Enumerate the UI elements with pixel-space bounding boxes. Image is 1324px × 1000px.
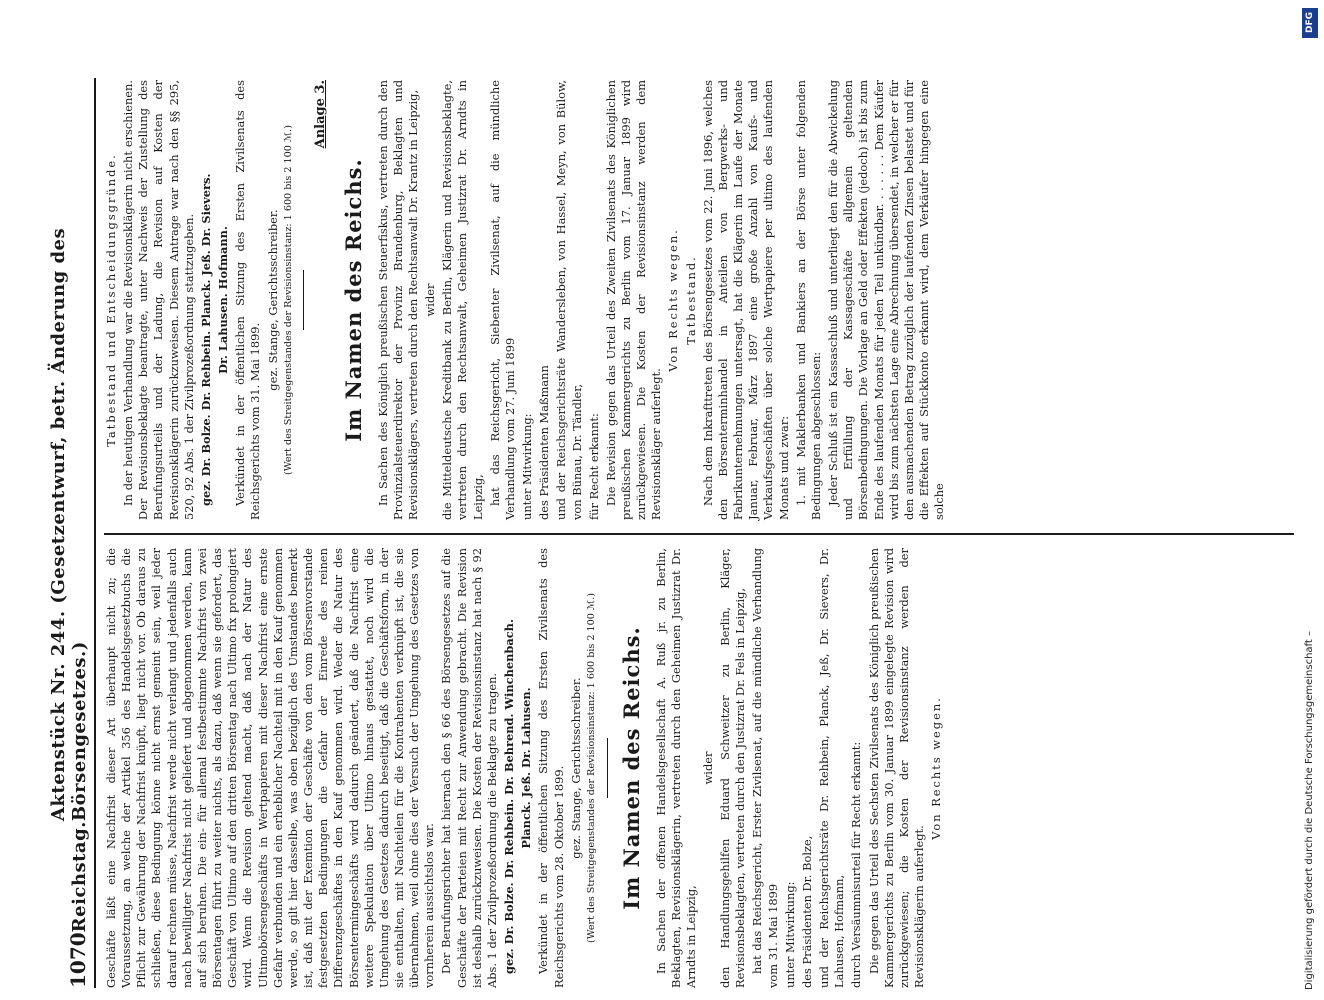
divider bbox=[303, 270, 304, 330]
section-heading: Im Namen des Reichs. bbox=[618, 626, 644, 910]
signature-line: gez. Dr. Bolze. Dr. Rehbein. Planck. Jeß. Dr. Sievers. bbox=[198, 173, 213, 506]
right-column bbox=[104, 80, 1294, 528]
annex-label: Anlage 3. bbox=[313, 80, 329, 149]
paragraph: Von Rechts wegen. bbox=[929, 696, 944, 840]
left-column bbox=[104, 540, 1294, 988]
section-heading: Im Namen des Reichs. bbox=[340, 158, 366, 442]
clerk-signature: gez. Stange, Gerichtsschreiber. bbox=[568, 677, 583, 859]
value-note: (Wert des Streitgegenstandes der Revisionsinstanz: 1 600 bis 2 100 ℳ.) bbox=[282, 125, 294, 475]
signature-line: Dr. Lahusen. Hofmann. bbox=[216, 226, 231, 374]
section-subheading: Tatbestand und Entscheidungsgründe. bbox=[104, 153, 118, 447]
running-head bbox=[48, 78, 96, 988]
paragraph: Nach dem Inkrafttreten des Börsengesetzes vom 22. Juni 1896, welches den Börsenterminhandel in Anteilen von Bergwerks- und Fabrikunternehmungen untersagt, hat die Klägerin im Laufe der Monate Januar, Februar, März 1897 eine große Anzahl von Kaufs- und Verkaufsgeschäften über solche Wertpapiere per ultimo des laufenden Monats und zwar: bbox=[700, 80, 791, 520]
paragraph: In Sachen des Königlich preußischen Steuerfiskus, vertreten durch den Provinzialsteuerdirektor der Provinz Brandenburg, Beklagten und Revisionsklägers, vertreten durch den Rechtsanwalt Dr. Krantz in Leipzig, bbox=[375, 80, 420, 520]
paragraph: unter Mitwirkung: bbox=[782, 881, 797, 988]
signature-line: gez. Dr. Bolze. Dr. Rehbein. Dr. Behrend. Winchenbach. bbox=[502, 619, 517, 974]
running-head-left: Reichstag. bbox=[69, 821, 90, 933]
paragraph: wider bbox=[423, 283, 438, 317]
paragraph: Geschäfte läßt eine Nachfrist dieser Art überhaupt nicht zu; die Voraussetzung, an welche der Artikel 356 des Handelsgesetzbuchs die Pflicht zur Gewährung der Nachfrist knüpft, liegt nicht vor. Ob daraus zu schließen, diese Bedingung könne nicht ernst gemeint sein, weil jeder darauf rechnen müsse, Nachfrist werde nicht verlangt und jedenfalls auch nach bewilligter Nachfrist nicht geliefert und abgenommen werden, kann auf sich beruhen. Die ein- für allemal festbestimmte Nachfrist von zwei Börsentagen führt zu weiter nichts, als dazu, daß wenn sie gefordert, das Geschäft von Ultimo auf den dritten Börsentag nach Ultimo fix prolongiert wird. Wenn die Revision geltend macht, daß nach der Natur des Ultimobörsengeschäfts in Wertpapieren mit dieser Nachfrist eine ernste Gefahr verbunden und ein erheblicher Nachteil mit in den Kauf genommen werde, so gilt hier dasselbe, was oben bezüglich des Umstandes bemerkt ist, daß mit der Exemtion der Geschäfte von den vom Börsenvorstande festgesetzten Bedingungen die Gefahr der Einrede des reinen Differenzgeschäftes in den Kauf genommen wird. Weder die Natur des Börsentermingeschäfts wird dadurch geändert, daß die Nachfrist eine weitere Spekulation über Ultimo hinaus gestattet, noch wird die Umgehung des Gesetzes dadurch beseitigt, daß die Geschäftsform, in der sie enthalten, mit Nachteilen für die Kontrahenten verknüpft ist, die sie übernahmen, weil ohne dies der Versuch der Umgehung des Gesetzes von vornherein aussichtslos war. bbox=[104, 548, 437, 988]
paragraph: Die gegen das Urteil des Sechsten Zivilsenats des Königlich preußischen Kammergerichts zu Berlin vom 30. Januar 1899 eingelegte Revision wird zurückgewiesen; die Kosten der Revisionsinstanz werden der Revisionsklägerin auferlegt. bbox=[866, 548, 927, 988]
paragraph: hat das Reichsgericht, Erster Zivilsenat, auf die mündliche Verhandlung vom 31. Mai 1899 bbox=[750, 548, 780, 988]
paragraph: Verkündet in der öffentlichen Sitzung des Ersten Zivilsenats des Reichsgerichts vom 31. Mai 1899. bbox=[233, 80, 263, 520]
page-content bbox=[48, 78, 1296, 988]
column-divider bbox=[104, 533, 1294, 535]
paragraph: Der Berufungsrichter hat hiernach den § 66 des Börsengesetzes auf die Geschäfte der Parteien mit Recht zur Anwendung gebracht. Die Revision ist deshalb zurückzuweisen. Die Kosten der Revisionsinstanz hat nach § 92 Abs. 1 der Zivilprozeßordnung die Beklagte zu tragen. bbox=[439, 548, 499, 988]
paragraph: Die Revision gegen das Urteil des Zweiten Zivilsenats des Königlichen preußischen Kammergerichts zu Berlin vom 17. Januar 1899 wird zurückgewiesen. Die Kosten der Revisionsinstanz werden dem Revisionskläger auferlegt. bbox=[603, 80, 664, 520]
paragraph: des Präsidenten Maßmann bbox=[537, 365, 552, 520]
paragraph: und der Reichsgerichtsräte Wandersleben, von Hassel, Meyn, von Bülow, von Bünau, Dr. Tändler, bbox=[554, 80, 584, 520]
dfg-logo-text: DFG bbox=[1305, 12, 1315, 34]
paragraph: hat das Reichsgericht, Siebenter Zivilsenat, auf die mündliche Verhandlung vom 27. Juni 1899 bbox=[487, 80, 517, 520]
paragraph: In der heutigen Verhandlung war die Revisionsklägerin nicht erschienen. Der Revisionsbeklagte beantragte, unter Nachweis der Zustellung des Berufungsurteils und der Ladung, die Revision auf Kosten der Revisionsklägerin zurückzuweisen. Diesem Antrage war nach den §§ 295, 520, 92 Abs. 1 der Zivilprozeßordnung stattzugeben. bbox=[121, 80, 196, 520]
paragraph: Jeder Schluß ist ein Kassaschluß und unterliegt den für die Abwickelung und Erfüllung der Kassageschäfte allgemein geltenden Börsenbedingungen. Die Vorlage an Geld oder Effekten (jedoch) ist bis zum Ende des laufenden Monats für jeden Teil unkündbar. . . . . . . Dem Käufer wird bis zum nächsten Lage eine Abrechnung übersendet, in welcher er für den ausmachenden Betrag zuzüglich der laufenden Zinsen belastet und für die Effekten auf Stückkonto erkannt wird, dem Verkäufer hingegen eine solche bbox=[826, 80, 947, 520]
digitization-credit-text: Digitalisierung gefördert durch die Deutsche Forschungsgemeinschaft – bbox=[1303, 630, 1315, 990]
paragraph: wider bbox=[700, 751, 715, 785]
paragraph: In Sachen der offenen Handelsgesellschaft A. Ruß jr. zu Berlin, Beklagten, Revisionsklägerin, vertreten durch den Geheimen Justizrat Dr. Arndts in Leipzig, bbox=[653, 548, 698, 988]
digitization-credit bbox=[1300, 10, 1318, 990]
divider bbox=[607, 738, 608, 798]
paragraph: durch Versäumnisurteil für Recht erkannt: bbox=[849, 741, 864, 988]
paragraph: unter Mitwirkung: bbox=[520, 413, 535, 520]
paragraph: den Handlungsgehilfen Eduard Schweitzer zu Berlin, Kläger, Revisionsbeklagten, vertreten durch den Justizrat Dr. Fels in Leipzig, bbox=[718, 548, 748, 988]
paragraph: die Mitteldeutsche Kreditbank zu Berlin, Klägerin und Revisionsbeklagte, vertreten durch den Rechtsanwalt, Geheimen Justizrat Dr. Arndts in Leipzig, bbox=[440, 80, 485, 520]
value-note: (Wert des Streitgegenstandes der Revisionsinstanz: 1 600 bis 2 100 ℳ.) bbox=[585, 593, 597, 943]
clerk-signature: gez. Stange, Gerichtsschreiber. bbox=[265, 209, 280, 391]
signature-line: Planck. Jeß. Dr. Lahusen. bbox=[519, 687, 534, 849]
two-column-body bbox=[104, 78, 1294, 988]
page-number: 1070 bbox=[66, 932, 90, 988]
paragraph: 1. mit Maklerbanken und Bankiers an der Börse unter folgenden Bedingungen abgeschlossen: bbox=[793, 80, 823, 520]
running-head-title: Aktenstück Nr. 244. (Gesetzentwurf, betr. Änderung des Börsengesetzes.) bbox=[48, 227, 90, 822]
paragraph: und der Reichsgerichtsräte Dr. Rehbein, Planck, Jeß, Dr. Sievers, Dr. Lahusen, Hofmann, bbox=[817, 548, 847, 988]
paragraph: des Präsidenten Dr. Bolze, bbox=[799, 835, 814, 988]
paragraph: für Recht erkannt: bbox=[586, 413, 601, 520]
paragraph: Von Rechts wegen. bbox=[666, 228, 681, 372]
section-subheading: Tatbestand. bbox=[683, 255, 698, 345]
paragraph: Verkündet in der öffentlichen Sitzung des Ersten Zivilsenats des Reichsgerichts vom 28. Oktober 1899. bbox=[536, 548, 566, 988]
